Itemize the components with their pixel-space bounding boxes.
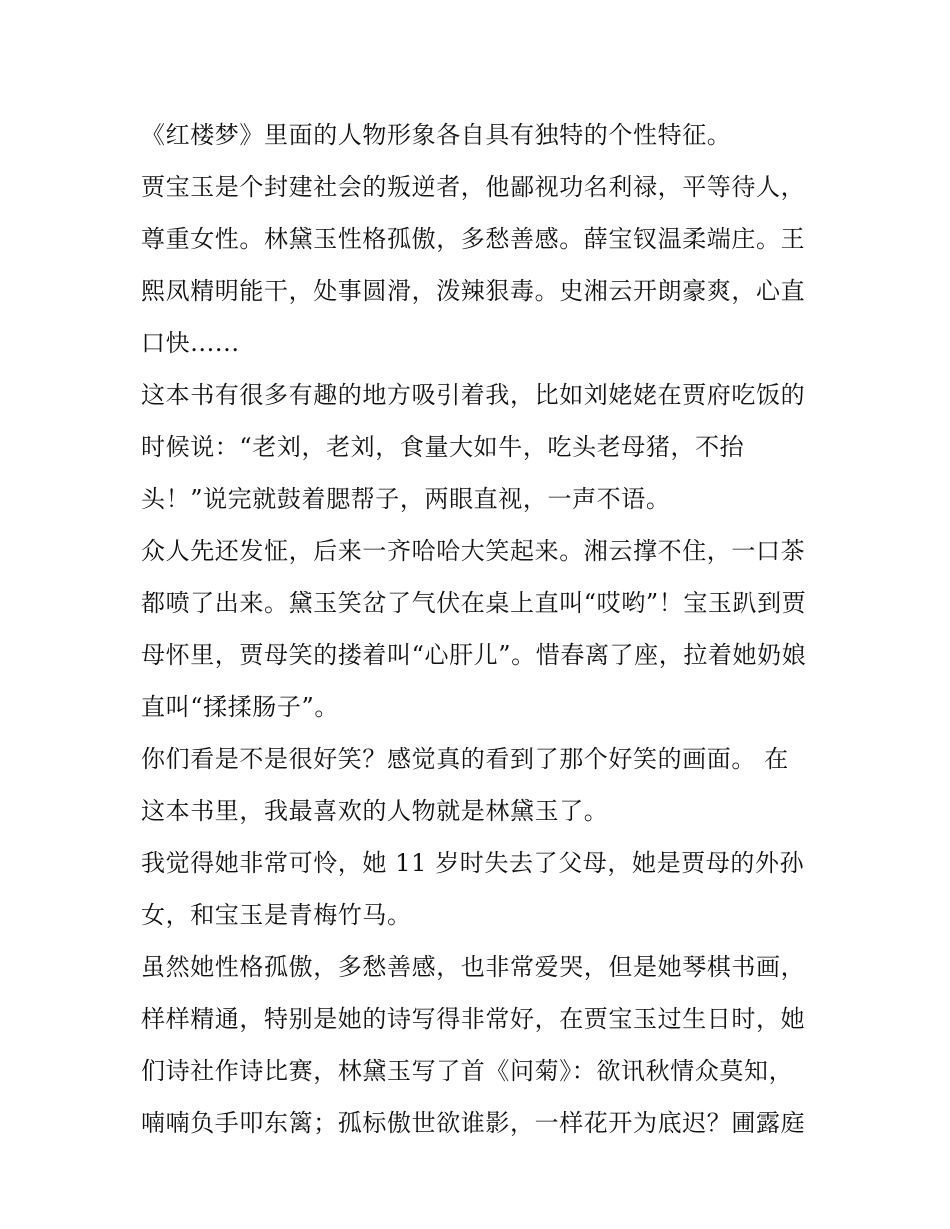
text-line: 熙凤精明能干，处事圆滑，泼辣狠毒。史湘云开朗豪爽，心直 xyxy=(141,277,806,305)
text-line: 你们看是不是很好笑？感觉真的看到了那个好笑的画面。 在 xyxy=(141,745,789,773)
text-line: 时候说：“老刘，老刘，食量大如牛，吃头老母猪，不抬 xyxy=(141,433,745,461)
text-line: 这本书有很多有趣的地方吸引着我，比如刘姥姥在贾府吃饭的 xyxy=(141,381,806,409)
text-line: 虽然她性格孤傲，多愁善感，也非常爱哭，但是她琴棋书画， xyxy=(141,953,806,981)
text-line: 《红楼梦》里面的人物形象各自具有独特的个性特征。 xyxy=(141,121,732,149)
text-line: 母怀里，贾母笑的搂着叫“心肝儿”。惜春离了座，拉着她奶娘 xyxy=(141,641,807,669)
document-body xyxy=(141,109,821,1149)
text-line: 贾宝玉是个封建社会的叛逆者，他鄙视功名利禄，平等待人， xyxy=(141,173,806,201)
text-line: 众人先还发怔，后来一齐哈哈大笑起来。湘云撑不住，一口茶 xyxy=(141,537,806,565)
text-line: 尊重女性。林黛玉性格孤傲，多愁善感。薛宝钗温柔端庄。王 xyxy=(141,225,806,253)
text-line: 样样精通，特别是她的诗写得非常好，在贾宝玉过生日时，她 xyxy=(141,1005,806,1033)
text-line: 头！”说完就鼓着腮帮子，两眼直视，一声不语。 xyxy=(141,485,671,513)
text-line: 都喷了出来。黛玉笑岔了气伏在桌上直叫“哎哟”！宝玉趴到贾 xyxy=(141,589,807,617)
text-line: 口快...... xyxy=(141,329,240,357)
text-line: 们诗社作诗比赛，林黛玉写了首《问菊》：欲讯秋情众莫知， xyxy=(141,1057,794,1085)
text-line: 女，和宝玉是青梅竹马。 xyxy=(141,901,412,929)
text-line: 直叫“揉揉肠子”。 xyxy=(141,693,339,721)
text-line: 喃喃负手叩东篱；孤标傲世欲谁影，一样花开为底迟？圃露庭 xyxy=(141,1109,806,1137)
text-line: 这本书里，我最喜欢的人物就是林黛玉了。 xyxy=(141,797,609,825)
text-line: 我觉得她非常可怜，她 11 岁时失去了父母，她是贾母的外孙 xyxy=(141,849,805,877)
